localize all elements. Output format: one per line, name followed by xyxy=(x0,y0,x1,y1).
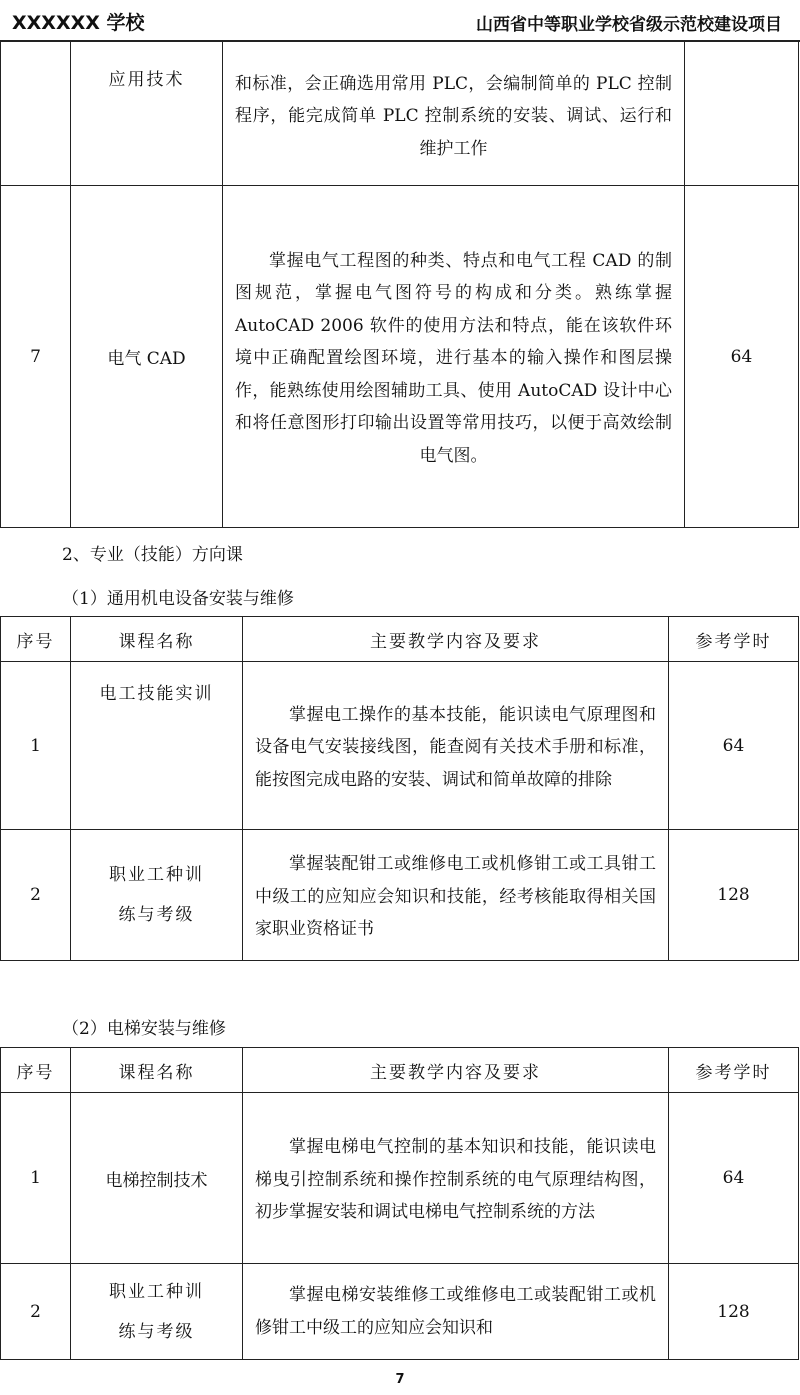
header-content: 主要教学内容及要求 xyxy=(243,1048,669,1093)
course-name: 电气 CAD xyxy=(71,186,223,528)
course-content: 掌握电梯安装维修工或维修电工或装配钳工或机修钳工中级工的应知应会知识和 xyxy=(243,1264,669,1360)
page-number: 7 xyxy=(395,1372,405,1387)
header-name: 课程名称 xyxy=(71,617,243,662)
project-title: 山西省中等职业学校省级示范校建设项目 xyxy=(476,15,782,35)
header-hours: 参考学时 xyxy=(669,617,799,662)
course-hours: 128 xyxy=(669,830,799,961)
course-name: 职业工种训练与考级 xyxy=(71,1264,243,1360)
table-row xyxy=(1,662,799,830)
course-content: 掌握电梯电气控制的基本知识和技能，能识读电梯曳引控制系统和操作控制系统的电气原理结构图，初步掌握安装和调试电梯电气控制系统的方法 xyxy=(243,1093,669,1264)
school-name: XXXXXX 学校 xyxy=(12,12,145,34)
course-index: 1 xyxy=(1,662,71,830)
table-row xyxy=(1,1264,799,1360)
header-content: 主要教学内容及要求 xyxy=(243,617,669,662)
header-index: 序号 xyxy=(1,617,71,662)
course-name: 职业工种训练与考级 xyxy=(71,830,243,961)
course-content: 掌握装配钳工或维修电工或机修钳工或工具钳工中级工的应知应会知识和技能，经考核能取得相关国家职业资格证书 xyxy=(243,830,669,961)
subsection-title: （1）通用机电设备安装与维修 xyxy=(62,589,294,609)
course-name: 应用技术 xyxy=(71,42,223,186)
course-hours: 128 xyxy=(669,1264,799,1360)
course-content: 和标准，会正确选用常用 PLC，会编制简单的 PLC 控制程序，能完成简单 PLC 控制系统的安装、调试、运行和维护工作 xyxy=(223,42,685,186)
course-table-continued xyxy=(0,41,799,528)
header-index: 序号 xyxy=(1,1048,71,1093)
course-name: 电工技能实训 xyxy=(71,662,243,830)
section-title: 2、专业（技能）方向课 xyxy=(62,545,243,565)
course-content: 掌握电工操作的基本技能，能识读电气原理图和设备电气安装接线图，能查阅有关技术手册和标准，能按图完成电路的安装、调试和简单故障的排除 xyxy=(243,662,669,830)
subsection-title: （2）电梯安装与维修 xyxy=(62,1019,226,1039)
course-index: 1 xyxy=(1,1093,71,1264)
course-hours xyxy=(685,42,799,186)
table-row xyxy=(1,1093,799,1264)
course-index: 2 xyxy=(1,830,71,961)
header-name: 课程名称 xyxy=(71,1048,243,1093)
table-header-row xyxy=(1,617,799,662)
page-header xyxy=(0,0,800,42)
header-hours: 参考学时 xyxy=(669,1048,799,1093)
course-name: 电梯控制技术 xyxy=(71,1093,243,1264)
table-row xyxy=(1,830,799,961)
course-hours: 64 xyxy=(669,662,799,830)
table-header-row xyxy=(1,1048,799,1093)
course-hours: 64 xyxy=(685,186,799,528)
table-row xyxy=(1,186,799,528)
course-hours: 64 xyxy=(669,1093,799,1264)
table-row xyxy=(1,42,799,186)
course-index: 2 xyxy=(1,1264,71,1360)
course-content: 掌握电气工程图的种类、特点和电气工程 CAD 的制图规范，掌握电气图符号的构成和分类。熟练掌握 AutoCAD 2006 软件的使用方法和特点，能在该软件环境中正确配置绘图环境，进行基本的输入操作和图层操作，能熟练使用绘图辅助工具、使用 AutoCAD 设计中心和将任意图形打印输出设置等常用技巧，以便于高效绘制电气图。 xyxy=(223,186,685,528)
course-index: 7 xyxy=(1,186,71,528)
course-table-general xyxy=(0,616,799,961)
course-table-elevator xyxy=(0,1047,799,1360)
course-index xyxy=(1,42,71,186)
